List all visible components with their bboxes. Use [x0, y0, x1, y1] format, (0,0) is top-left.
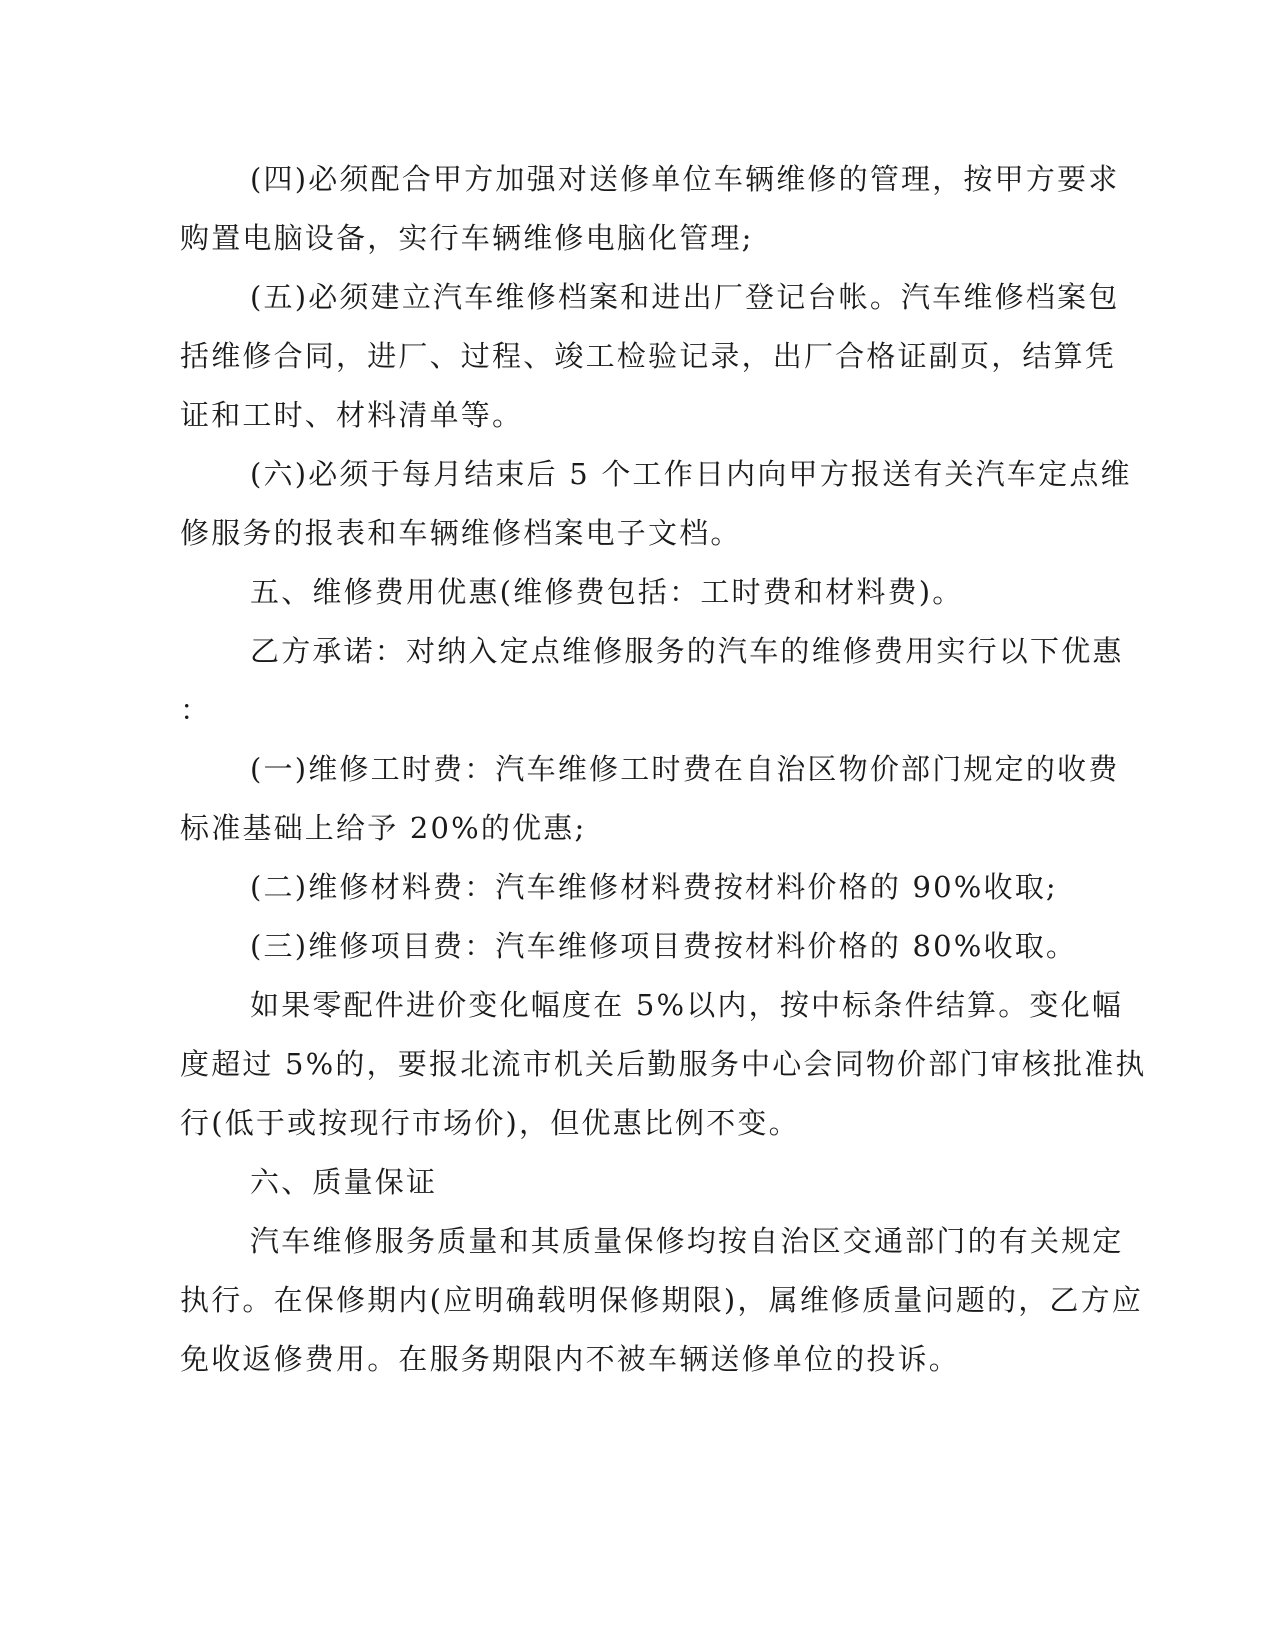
text-line: (四)必须配合甲方加强对送修单位车辆维修的管理，按甲方要求	[250, 162, 1120, 196]
text-line: (六)必须于每月结束后 5 个工作日内向甲方报送有关汽车定点维	[250, 457, 1132, 491]
text-line: 免收返修费用。在服务期限内不被车辆送修单位的投诉。	[180, 1342, 961, 1376]
text-line: 乙方承诺：对纳入定点维修服务的汽车的维修费用实行以下优惠	[250, 634, 1124, 668]
text-line: 括维修合同，进厂、过程、竣工检验记录，出厂合格证副页，结算凭	[180, 339, 1117, 373]
section-heading: 五、维修费用优惠(维修费包括：工时费和材料费)。	[250, 575, 964, 609]
text-line: 修服务的报表和车辆维修档案电子文档。	[180, 516, 742, 550]
text-line: 行(低于或按现行市场价)，但优惠比例不变。	[180, 1106, 800, 1140]
text-line: (五)必须建立汽车维修档案和进出厂登记台帐。汽车维修档案包	[250, 280, 1120, 314]
section-heading: 六、质量保证	[250, 1165, 438, 1199]
text-line: 购置电脑设备，实行车辆维修电脑化管理;	[180, 221, 754, 255]
text-line: (一)维修工时费：汽车维修工时费在自治区物价部门规定的收费	[250, 752, 1120, 786]
text-line: 证和工时、材料清单等。	[180, 398, 524, 432]
text-line: ：	[180, 693, 212, 727]
text-line: (三)维修项目费：汽车维修项目费按材料价格的 80%收取。	[250, 929, 1078, 963]
text-line: 如果零配件进价变化幅度在 5%以内，按中标条件结算。变化幅	[250, 988, 1124, 1022]
text-line: 汽车维修服务质量和其质量保修均按自治区交通部门的有关规定	[250, 1224, 1124, 1258]
text-line: 标准基础上给予 20%的优惠;	[180, 811, 587, 845]
text-line: 执行。在保修期内(应明确载明保修期限)，属维修质量问题的，乙方应	[180, 1283, 1144, 1317]
text-line: 度超过 5%的，要报北流市机关后勤服务中心会同物价部门审核批准执	[180, 1047, 1147, 1081]
text-line: (二)维修材料费：汽车维修材料费按材料价格的 90%收取;	[250, 870, 1058, 904]
document-body	[180, 150, 1147, 1389]
